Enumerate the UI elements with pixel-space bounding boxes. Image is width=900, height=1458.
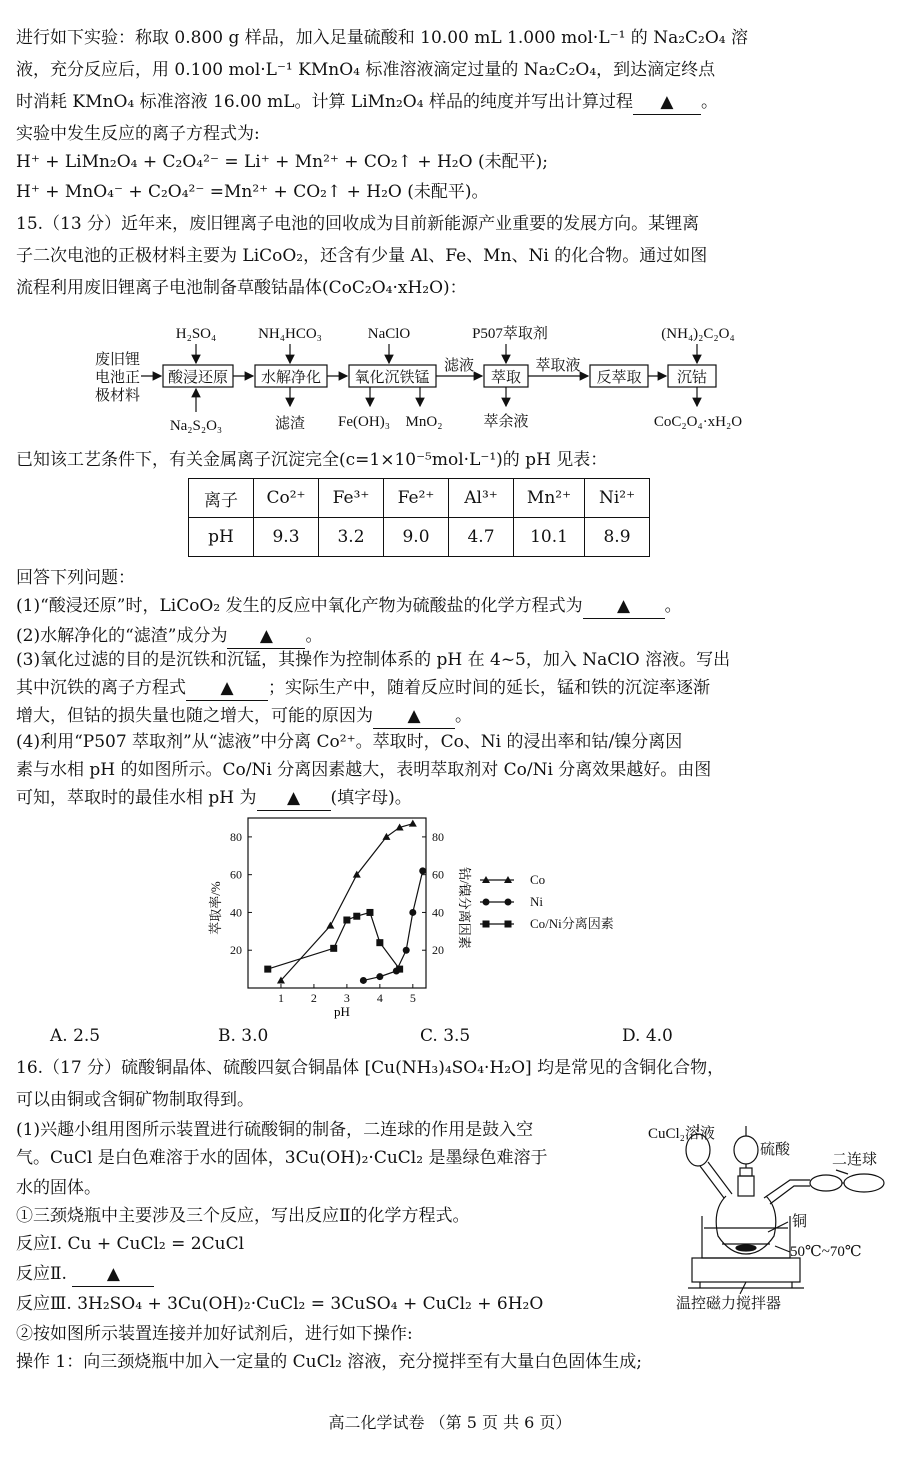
table-cell: Co²⁺ xyxy=(254,479,319,518)
reagent-na2s2o3: Na₂S₂O₃ xyxy=(169,418,223,434)
output-raffinate: 萃余液 xyxy=(483,414,529,430)
answer-blank: ▲ xyxy=(72,1262,154,1287)
data-point xyxy=(396,966,403,973)
water-bath xyxy=(702,1216,790,1258)
y-tick-label-right: 80 xyxy=(432,829,444,844)
answer-blank: ▲ xyxy=(257,786,331,811)
x-tick-label: 1 xyxy=(277,991,284,1005)
reagent-p507: P507萃取剂 xyxy=(472,326,548,342)
y-tick-label-left: 80 xyxy=(230,829,242,844)
text-line: 操作 1：向三颈烧瓶中加入一定量的 CuCl₂ 溶液，充分搅拌至有大量白色固体生成; xyxy=(16,1352,642,1372)
table-cell: Ni²⁺ xyxy=(585,479,650,518)
reagent-naclo: NaClO xyxy=(367,326,411,342)
data-point xyxy=(264,966,271,973)
y-tick-label-left: 60 xyxy=(230,867,242,882)
text-line xyxy=(16,676,710,701)
x-tick-label: 5 xyxy=(409,991,416,1005)
question-text: ；实际生产中，随着反应时间的延长，锰和铁的沉淀率逐渐 xyxy=(268,678,710,698)
data-point xyxy=(353,913,360,920)
label-temperature: 50℃~70℃ xyxy=(790,1244,862,1260)
y-axis-label-right: 钴/镍分离因素 xyxy=(457,867,472,949)
answer-blank: ▲ xyxy=(373,704,455,729)
output-feoh3: Fe(OH)₃ xyxy=(338,414,390,430)
ph-table xyxy=(188,478,650,557)
text-line xyxy=(16,704,472,729)
text-line: 已知该工艺条件下，有关金属离子沉淀完全(c=1×10⁻⁵mol·L⁻¹)的 pH 见表： xyxy=(16,450,608,470)
plot-frame xyxy=(248,818,426,988)
series-line xyxy=(363,871,422,981)
table-cell: pH xyxy=(189,518,254,557)
option-b: B. 3.0 xyxy=(218,1026,269,1046)
text-line: ②按如图所示装置连接并加好试剂后，进行如下操作: xyxy=(16,1324,413,1344)
text-line: 水的固体。 xyxy=(16,1178,101,1198)
question-text: 可知，萃取时的最佳水相 pH 为 xyxy=(16,788,257,808)
data-point xyxy=(343,917,350,924)
period: 。 xyxy=(700,92,718,112)
x-tick-label: 3 xyxy=(343,991,350,1005)
reaction-2 xyxy=(16,1262,154,1287)
table-row xyxy=(189,518,650,557)
question-1 xyxy=(16,594,682,619)
text-line: 流程利用废旧锂离子电池制备草酸钴晶体(CoC₂O₄·xH₂O)： xyxy=(16,278,467,298)
table-cell: Fe³⁺ xyxy=(319,479,384,518)
text-line xyxy=(16,90,718,115)
equation: H⁺ + LiMn₂O₄ + C₂O₄²⁻ = Li⁺ + Mn²⁺ + CO₂↑ + H₂O (未配平); xyxy=(16,152,548,172)
text-line: (1)兴趣小组用图所示装置进行硫酸铜的制备，二连球的作用是鼓入空 xyxy=(16,1120,534,1140)
table-cell: 8.9 xyxy=(585,518,650,557)
flow-box-back-extraction: 反萃取 xyxy=(596,370,642,386)
label-copper: 铜 xyxy=(792,1214,808,1230)
text-line: 回答下列问题： xyxy=(16,568,135,588)
question-text: 增大，但钴的损失量也随之增大，可能的原因为 xyxy=(16,706,373,726)
output-residue: 滤渣 xyxy=(274,416,306,432)
text-line: 进行如下实验：称取 0.800 g 样品，加入足量硫酸和 10.00 mL 1.000 mol·L⁻¹ 的 Na₂C₂O₄ 溶 xyxy=(16,28,749,48)
table-cell: 10.1 xyxy=(514,518,585,557)
legend-label: Co xyxy=(530,872,546,887)
extraction-chart xyxy=(190,812,650,1024)
option-d: D. 4.0 xyxy=(622,1026,673,1046)
table-cell: 离子 xyxy=(189,479,254,518)
series-line xyxy=(281,824,413,981)
double-bulb xyxy=(844,1174,884,1192)
question-4: (4)利用“P507 萃取剂”从“滤液”中分离 Co²⁺。萃取时，Co、Ni 的浸出率和钴/镍分离因 xyxy=(16,732,683,752)
text-line: ①三颈烧瓶中主要涉及三个反应，写出反应Ⅱ的化学方程式。 xyxy=(16,1206,470,1226)
flow-box-acid-leach: 酸浸还原 xyxy=(167,370,229,386)
table-cell: 9.3 xyxy=(254,518,319,557)
period: 。 xyxy=(455,706,472,726)
data-point xyxy=(376,939,383,946)
text-line: 实验中发生反应的离子方程式为: xyxy=(16,124,260,144)
text-line xyxy=(16,786,412,811)
text-line: 气。CuCl 是白色难溶于水的固体，3Cu(OH)₂·CuCl₂ 是墨绿色难溶于 xyxy=(16,1148,548,1168)
legend-marker xyxy=(483,921,490,928)
data-point xyxy=(326,922,334,929)
label-magnetic-stirrer: 温控磁力搅拌器 xyxy=(676,1296,782,1312)
flow-start-label: 废旧锂 xyxy=(95,352,141,368)
text-line: 子二次电池的正极材料主要为 LiCoO₂，还含有少量 Al、Fe、Mn、Ni 的化合物。通过如图 xyxy=(16,246,708,266)
flow-box-hydrolysis: 水解净化 xyxy=(260,370,322,386)
apparatus-diagram xyxy=(640,1110,892,1320)
y-tick-label-right: 20 xyxy=(432,943,444,958)
table-cell: 3.2 xyxy=(319,518,384,557)
answer-blank: ▲ xyxy=(583,594,665,619)
table-header-row xyxy=(189,479,650,518)
x-axis-label: pH xyxy=(334,1004,350,1019)
period: 。 xyxy=(664,596,682,616)
data-point xyxy=(382,833,390,840)
question-text: (填字母)。 xyxy=(330,788,412,808)
text-line: 液，充分反应后，用 0.100 mol·L⁻¹ KMnO₄ 标准溶液滴定过量的 Na₂C₂O₄，到达滴定终点 xyxy=(16,60,716,80)
data-point xyxy=(403,947,410,954)
flow-box-extraction: 萃取 xyxy=(490,370,522,386)
y-tick-label-right: 60 xyxy=(432,867,444,882)
center-dropping-funnel xyxy=(734,1136,758,1164)
reaction-3: 反应Ⅲ. 3H₂SO₄ + 3Cu(OH)₂·CuCl₂ = 3CuSO₄ + CuCl₂ + 6H₂O xyxy=(16,1294,544,1314)
table-cell: Mn²⁺ xyxy=(514,479,585,518)
data-point xyxy=(376,973,383,980)
output-cobalt-oxalate: CoC₂O₄·xH₂O xyxy=(653,414,743,430)
y-axis-label-left: 萃取率/% xyxy=(208,881,223,935)
data-point xyxy=(409,820,417,827)
reagent-ammonium-oxalate: (NH₄)₂C₂O₄ xyxy=(661,326,735,342)
reagent-h2so4: H₂SO₄ xyxy=(175,326,217,342)
label-sulfuric-acid: 硫酸 xyxy=(760,1142,791,1158)
option-c: C. 3.5 xyxy=(420,1026,471,1046)
question-15-stem: 15.（13 分）近年来，废旧锂离子电池的回收成为目前新能源产业重要的发展方向。某锂离 xyxy=(16,214,700,234)
y-tick-label-left: 40 xyxy=(230,905,242,920)
y-tick-label-left: 20 xyxy=(230,943,242,958)
flow-box-oxidation: 氧化沉铁锰 xyxy=(354,370,430,386)
process-flow-diagram xyxy=(0,316,900,440)
table-cell: 9.0 xyxy=(384,518,449,557)
stirrer-base xyxy=(692,1258,800,1282)
question-text: 其中沉铁的离子方程式 xyxy=(16,678,186,698)
legend-label: Ni xyxy=(530,894,543,909)
reagent-nh4hco3: NH₄HCO₃ xyxy=(258,326,322,342)
question-3: (3)氧化过滤的目的是沉铁和沉锰，其操作为控制体系的 pH 在 4~5，加入 NaClO 溶液。写出 xyxy=(16,650,731,670)
y-tick-label-right: 40 xyxy=(432,905,444,920)
flow-arrow-label-extract: 萃取液 xyxy=(535,358,581,374)
label-double-bulb: 二连球 xyxy=(832,1152,878,1168)
table-cell: Fe²⁺ xyxy=(384,479,449,518)
label-cucl2-solution: CuCl₂溶液 xyxy=(648,1126,715,1142)
reaction-1: 反应Ⅰ. Cu + CuCl₂ = 2CuCl xyxy=(16,1234,245,1254)
data-point xyxy=(330,945,337,952)
series-1 xyxy=(360,867,426,984)
period: 。 xyxy=(305,626,323,646)
table-cell: Al³⁺ xyxy=(449,479,514,518)
equation: H⁺ + MnO₄⁻ + C₂O₄²⁻ =Mn²⁺ + CO₂↑ + H₂O (未配平)。 xyxy=(16,182,489,202)
legend-marker xyxy=(505,921,512,928)
text-line: 素与水相 pH 的如图所示。Co/Ni 分离因素越大，表明萃取剂对 Co/Ni 分离效果越好。由图 xyxy=(16,760,712,780)
answer-blank: ▲ xyxy=(633,90,701,115)
data-point xyxy=(419,867,426,874)
option-a: A. 2.5 xyxy=(50,1026,101,1046)
question-2 xyxy=(16,624,322,649)
output-mno2: MnO₂ xyxy=(405,414,443,430)
answer-blank: ▲ xyxy=(186,676,268,701)
data-point xyxy=(360,977,367,984)
question-16-stem: 16.（17 分）硫酸铜晶体、硫酸四氨合铜晶体 [Cu(NH₃)₄SO₄·H₂O] 均是常见的含铜化合物， xyxy=(16,1058,725,1078)
flow-box-precipitate-co: 沉钴 xyxy=(676,370,708,386)
page-footer: 高二化学试卷 （第 5 页 共 6 页） xyxy=(328,1413,572,1432)
series-0 xyxy=(277,820,417,984)
flow-start-label: 电池正 xyxy=(95,370,141,386)
legend-label: Co/Ni分离因素 xyxy=(530,916,614,931)
flow-arrow-label-filtrate: 滤液 xyxy=(443,358,475,374)
answer-blank: ▲ xyxy=(227,624,305,649)
text-line-content: 时消耗 KMnO₄ 标准溶液 16.00 mL。计算 LiMn₂O₄ 样品的纯度并写出计算过程 xyxy=(16,92,633,112)
data-point xyxy=(366,909,373,916)
legend-marker xyxy=(505,899,512,906)
x-tick-label: 4 xyxy=(376,991,383,1005)
reaction-label: 反应Ⅱ. xyxy=(16,1264,67,1284)
legend-marker xyxy=(483,899,490,906)
data-point xyxy=(409,909,416,916)
x-tick-label: 2 xyxy=(310,991,317,1005)
table-cell: 4.7 xyxy=(449,518,514,557)
flow-start-label: 极材料 xyxy=(95,388,141,404)
question-text: (2)水解净化的“滤渣”成分为 xyxy=(16,626,228,646)
text-line: 可以由铜或含铜矿物制取得到。 xyxy=(16,1090,254,1110)
question-text: (1)“酸浸还原”时，LiCoO₂ 发生的反应中氧化产物为硫酸盐的化学方程式为 xyxy=(16,596,583,616)
